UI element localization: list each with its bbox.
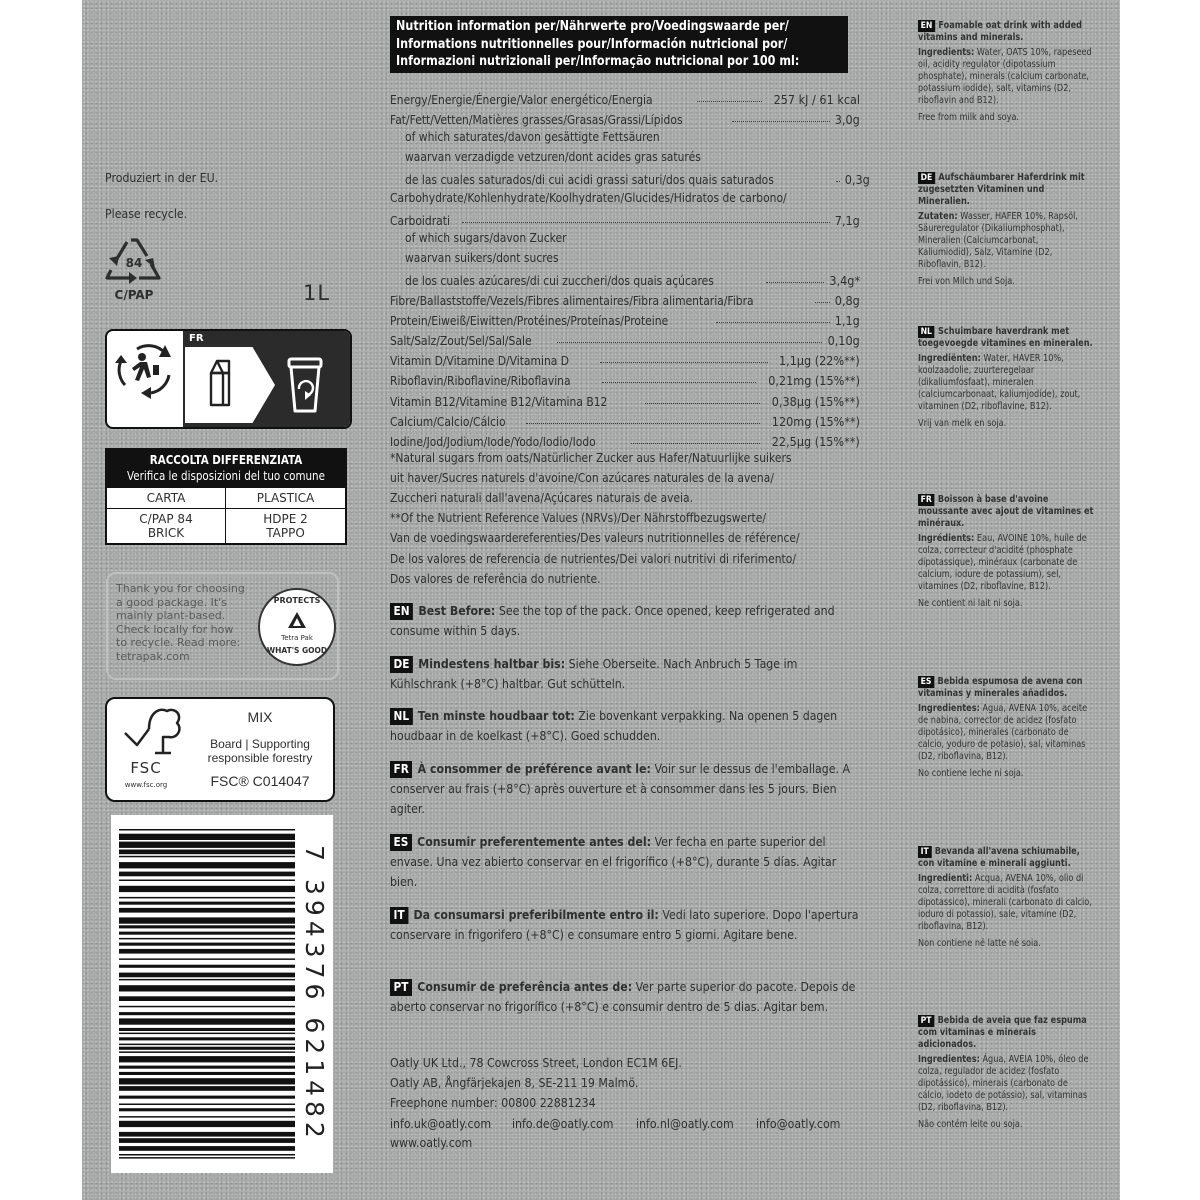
footnote-line: *Natural sugars from oats/Natürlicher Zucker aus Hafer/Natuurlijke suikers bbox=[390, 450, 792, 465]
barcode-bar bbox=[119, 886, 295, 892]
nutrition-row-value: 0,10g bbox=[827, 333, 860, 349]
triman-sorting-box bbox=[105, 329, 352, 429]
barcode-bar bbox=[119, 996, 295, 1001]
tetra-line: to recycle. Read more: bbox=[116, 636, 241, 649]
barcode-bar bbox=[119, 1033, 295, 1035]
barcode-bar bbox=[119, 1132, 295, 1137]
fsc-code: FSC® C014047 bbox=[210, 773, 310, 789]
ingredients-label: Ingredientes: bbox=[918, 1054, 980, 1065]
badge-top-text: PROTECTS bbox=[273, 596, 321, 605]
barcode-bar bbox=[119, 862, 295, 868]
nutrition-row bbox=[405, 268, 860, 288]
ingredients-label: Zutaten: bbox=[918, 211, 958, 222]
barcode-bar bbox=[119, 943, 295, 946]
language-tag: DE bbox=[390, 656, 413, 673]
nutrition-row-label: Protein/Eiweiß/Eiwitten/Protéines/Proteínas/Proteine bbox=[390, 313, 669, 329]
nutrition-row-label: Carboidrati bbox=[390, 212, 450, 228]
nutrition-row-label: Vitamin D/Vitamine D/Vitamina D bbox=[390, 353, 570, 369]
best-before-body: Zie bovenkant verpakking. Na openen 5 dagen houdbaar in de koelkast (+8°C). Goed schudden. bbox=[390, 708, 838, 743]
allergen-note: Vrij van melk en soja. bbox=[918, 418, 1007, 429]
ingredients-block bbox=[918, 1015, 1094, 1131]
leader-dots bbox=[645, 403, 760, 404]
barcode-bar bbox=[119, 1044, 295, 1046]
triman-country: FR bbox=[189, 333, 204, 344]
nutrition-row bbox=[390, 429, 860, 449]
nutrition-header-line: Informazioni nutrizionali per/Informação nutricional por 100 ml: bbox=[396, 54, 800, 69]
tetra-line: mainly plant-based. bbox=[116, 609, 226, 622]
ingredients-de bbox=[918, 172, 1098, 288]
barcode-digits: 7 394376 621482 bbox=[300, 845, 329, 1143]
ingredients-block bbox=[918, 172, 1094, 288]
language-tag: ES bbox=[918, 676, 934, 688]
nutrition-row bbox=[390, 308, 860, 328]
email-de: info.de@oatly.com bbox=[512, 1116, 614, 1131]
nutrition-row-value: 3,4g* bbox=[829, 272, 860, 288]
tetra-pak-badge bbox=[258, 588, 336, 666]
language-tag: EN bbox=[918, 20, 935, 32]
tetra-pak-logo-icon bbox=[286, 610, 308, 632]
best-before-text bbox=[390, 706, 861, 746]
nutrition-row bbox=[390, 288, 860, 308]
footnote-line: De los valores de referencia de nutrientes/Dei valori nutritivi di riferimento/ bbox=[390, 550, 796, 566]
best-before-text bbox=[390, 601, 861, 641]
nutrition-row-label: of which sugars/davon Zucker bbox=[405, 229, 567, 245]
barcode-bar bbox=[119, 1146, 295, 1151]
best-before-title: Da consumarsi preferibilmente entro il: bbox=[413, 907, 659, 922]
barcode-bar bbox=[119, 1028, 295, 1031]
nutrition-row-label: Iodine/Jod/Jodium/Iode/Yodo/Iodio/Iodo bbox=[390, 433, 596, 449]
barcode-bar bbox=[119, 1066, 295, 1069]
ingredients-heading bbox=[918, 20, 1094, 44]
leader-dots bbox=[557, 342, 823, 343]
ingredients-it bbox=[918, 846, 1098, 950]
barcode-bar bbox=[119, 908, 295, 913]
language-tag: FR bbox=[918, 494, 934, 506]
language-tag: IT bbox=[918, 846, 931, 858]
language-tag: ES bbox=[390, 834, 412, 851]
produced-in-eu: Produziert in der EU. bbox=[105, 170, 219, 185]
ingredients-en bbox=[918, 20, 1098, 124]
allergen-note: No contiene leche ni soja. bbox=[918, 768, 1024, 779]
leader-dots bbox=[697, 101, 762, 102]
raccolta-col-plastica: PLASTICA bbox=[226, 487, 345, 508]
best-before-it bbox=[390, 905, 860, 945]
barcode-bar bbox=[119, 872, 295, 877]
leader-dots bbox=[600, 362, 768, 363]
leader-dots bbox=[732, 121, 830, 122]
carton-icon bbox=[185, 347, 275, 423]
ingredients-heading bbox=[918, 494, 1094, 530]
address-se: Oatly AB, Ångfärjekajen 8, SE-211 19 Malmö. bbox=[390, 1075, 639, 1090]
best-before-title: Ten minste houdbaar tot: bbox=[417, 708, 575, 723]
best-before-text bbox=[390, 654, 861, 694]
nutrition-row-value: 120mg (15%**) bbox=[771, 413, 860, 429]
raccolta-carta-item: BRICK bbox=[147, 526, 185, 540]
barcode-bar bbox=[119, 949, 295, 954]
ingredients-es bbox=[918, 676, 1098, 780]
ingredients-heading bbox=[918, 846, 1094, 870]
raccolta-plastica-item: TAPPO bbox=[266, 526, 305, 540]
footnote-line: Zuccheri naturali dall'avena/Açúcares naturais de aveia. bbox=[390, 490, 694, 506]
nutrition-row-label: Vitamin B12/Vitamine B12/Vitamina B12 bbox=[390, 393, 608, 409]
barcode-bar bbox=[119, 1047, 295, 1050]
barcode-bar bbox=[119, 829, 295, 831]
nutrition-row-value: 1,1g bbox=[834, 313, 860, 329]
ingredients-nl bbox=[918, 326, 1098, 430]
best-before-title: Consumir preferentemente antes del: bbox=[417, 834, 652, 849]
allergen-note: Non contiene né latte né soia. bbox=[918, 938, 1041, 949]
barcode-bar bbox=[119, 1086, 295, 1091]
leader-dots bbox=[716, 322, 831, 323]
barcode-bar bbox=[119, 932, 295, 935]
product-description: Bevanda all'avena schiumabile, con vitamine e minerali aggiunti. bbox=[918, 846, 1080, 869]
barcode-bar bbox=[119, 1012, 295, 1015]
raccolta-title-line2: Verifica le disposizioni del tuo comune bbox=[127, 469, 325, 483]
language-tag: DE bbox=[918, 172, 935, 184]
ingredients-heading bbox=[918, 172, 1094, 208]
product-description: Aufschäumbarer Haferdrink mit zugesetzten Vitaminen und Mineralien. bbox=[918, 172, 1085, 207]
ingredients-text: Eau, AVOINE 10%, huile de colza, correcteur d'acidité (phosphate dipotassique), minéraux (carbonate de calcium, iodure de potassium), sel, vitamines (D2, riboflavine, B12). bbox=[918, 533, 1087, 592]
volume-label: 1L bbox=[303, 281, 331, 305]
nutrition-row-label: de las cuales saturados/di cui acidi grassi saturi/dos quais saturados bbox=[405, 172, 774, 188]
footnote-line: Dos valores de referência do nutriente. bbox=[390, 570, 601, 586]
ingredients-heading bbox=[918, 326, 1094, 350]
barcode-bar bbox=[119, 1104, 295, 1106]
language-tag: PT bbox=[918, 1015, 934, 1027]
raccolta-carta-code: C/PAP 84 bbox=[139, 512, 193, 526]
barcode-bar bbox=[119, 1121, 295, 1127]
barcode-bar bbox=[119, 958, 295, 960]
barcode-bar bbox=[119, 1096, 295, 1099]
nutrition-row bbox=[390, 409, 860, 429]
barcode-bar bbox=[119, 842, 295, 848]
product-description: Foamable oat drink with added vitamins and minerals. bbox=[918, 20, 1082, 43]
fsc-logo-text: FSC bbox=[130, 759, 162, 777]
best-before-nl bbox=[390, 706, 860, 746]
barcode-bar bbox=[119, 979, 295, 981]
ingredients-block bbox=[918, 494, 1094, 610]
ingredients-list bbox=[918, 353, 1094, 413]
tetra-line: Thank you for choosing bbox=[116, 582, 245, 595]
nutrition-row-value: 7,1g bbox=[834, 212, 860, 228]
best-before-text bbox=[390, 905, 861, 945]
best-before-title: À consommer de préférence avant le: bbox=[417, 761, 651, 776]
fsc-box bbox=[105, 697, 335, 802]
nutrition-header-line: Informations nutritionnelles pour/Información nutricional por/ bbox=[396, 36, 788, 52]
barcode-bar bbox=[119, 902, 295, 905]
nutrition-row-value: 0,21mg (15%**) bbox=[768, 373, 860, 389]
nutrition-row-value: 3,0g bbox=[834, 112, 860, 128]
address-uk: Oatly UK Ltd., 78 Cowcross Street, London EC1M 6EJ. bbox=[390, 1055, 682, 1070]
ingredients-text: Wasser, HAFER 10%, Rapsöl, Säureregulator (Dikaliumphosphat), Mineralien (Calciumcarbonat, Kaliumiodid), Salz, Vitamine (D2, Riboflavin, B12). bbox=[918, 211, 1079, 270]
leader-dots bbox=[836, 181, 840, 182]
nutrition-row bbox=[390, 348, 860, 368]
barcode-bar bbox=[119, 897, 295, 899]
nutrition-row bbox=[390, 389, 860, 409]
leader-dots bbox=[602, 382, 756, 383]
ingredients-fr bbox=[918, 494, 1098, 610]
barcode-bar bbox=[119, 1157, 295, 1159]
raccolta-title-line1: RACCOLTA DIFFERENZIATA bbox=[149, 453, 303, 467]
barcode-bar bbox=[119, 917, 295, 923]
ingredients-text: Water, OATS 10%, rapeseed oil, acidity regulator (dipotassium phosphate), minerals (calcium carbonate, potassium iodide), salt, vitamins (D2, riboflavin and B12). bbox=[918, 47, 1092, 106]
email-uk: info.uk@oatly.com bbox=[390, 1116, 492, 1131]
website: www.oatly.com bbox=[390, 1135, 473, 1150]
barcode-bar bbox=[119, 1116, 295, 1118]
nutrition-row-label: Fibre/Ballaststoffe/Vezels/Fibres alimentaires/Fibra alimentaria/Fibra bbox=[390, 293, 754, 308]
barcode-bar bbox=[119, 973, 295, 978]
tetra-pak-box bbox=[106, 572, 339, 680]
barcode-bar bbox=[119, 1108, 295, 1111]
nutrition-row bbox=[390, 208, 860, 228]
freephone: Freephone number: 00800 22881234 bbox=[390, 1095, 596, 1110]
best-before-pt bbox=[390, 977, 860, 1017]
barcode-bar bbox=[119, 1078, 295, 1084]
tetra-line: tetrapak.com bbox=[116, 649, 190, 663]
info-tri-panel bbox=[183, 331, 350, 427]
allergen-note: Ne contient ni lait ni soja. bbox=[918, 598, 1023, 609]
barcode-digits-wrap bbox=[297, 815, 329, 1173]
nutrition-row-label: Calcium/Calcio/Cálcio bbox=[390, 413, 506, 429]
nutrition-header bbox=[390, 16, 848, 73]
language-tag: FR bbox=[390, 761, 412, 778]
raccolta-carta-value bbox=[107, 508, 226, 543]
product-description: Schuimbare haverdrank met toegevoegde vitamines en mineralen. bbox=[918, 326, 1093, 349]
raccolta-differenziata-table bbox=[105, 448, 347, 545]
ingredients-text: Water, HAVER 10%, koolzaadolie, zuurteregelaar (dikaliumfosfaat), mineralen (calciumcarbonaat, kaliumjodide), zout, vitaminen (D2, riboflavine, B12). bbox=[918, 353, 1081, 412]
barcode bbox=[111, 815, 333, 1173]
ingredients-label: Ingredients: bbox=[918, 47, 975, 58]
email-general: info@oatly.com bbox=[756, 1116, 841, 1131]
best-before-body: Ver parte superior do pacote. Depois de aberto conservar no frigorífico (+8°C) e consumir dentro de 5 dias. Agitar bem. bbox=[390, 979, 856, 1014]
ingredients-label: Ingrédients: bbox=[918, 533, 975, 544]
product-description: Bebida espumosa de avena con vitaminas y minerales añadidos. bbox=[918, 676, 1083, 699]
ingredients-list bbox=[918, 533, 1094, 593]
ingredients-block bbox=[918, 20, 1094, 124]
barcode-bar bbox=[119, 880, 295, 882]
nutrition-row bbox=[390, 368, 860, 388]
nutrition-row-value: 0,8g bbox=[834, 293, 860, 308]
ingredients-label: Ingredienti: bbox=[918, 873, 973, 884]
nutrition-row bbox=[390, 328, 860, 348]
recycle-label: C/PAP bbox=[114, 288, 154, 302]
nutrition-row-label: Carbohydrate/Kohlenhydrate/Koolhydraten/Glucides/Hidratos de carbono/ bbox=[390, 189, 787, 205]
barcode-bar bbox=[119, 1072, 295, 1075]
fsc-tree-check-icon bbox=[119, 703, 185, 757]
ingredients-list bbox=[918, 703, 1094, 763]
barcode-bar bbox=[119, 1154, 295, 1156]
product-description: Bebida de aveia que faz espuma com vitaminas e minerais adicionados. bbox=[918, 1015, 1087, 1050]
badge-bottom-text: WHAT'S GOOD bbox=[266, 646, 328, 655]
allergen-note: Não contém leite ou soja. bbox=[918, 1119, 1023, 1130]
ingredients-block bbox=[918, 326, 1094, 430]
barcode-bar bbox=[119, 965, 295, 968]
best-before-body: Vedi lato superiore. Dopo l'apertura conservare in frigorifero (+8°C) e consumare entro 5 giorni. Agitare bene. bbox=[390, 907, 859, 942]
tetra-line: a good package. It's bbox=[116, 595, 227, 609]
language-tag: NL bbox=[390, 708, 413, 725]
nutrition-row bbox=[405, 167, 870, 188]
triman-icon bbox=[107, 331, 187, 427]
nutrition-row-label: of which saturates/davon gesättigte Fettsäuren bbox=[405, 129, 660, 145]
leader-dots bbox=[766, 282, 824, 283]
fsc-line1: Board | Supporting bbox=[210, 737, 310, 751]
language-tag: EN bbox=[390, 603, 413, 620]
best-before-text bbox=[390, 759, 861, 819]
raccolta-col-carta: CARTA bbox=[107, 487, 226, 508]
barcode-bar bbox=[119, 850, 295, 855]
fsc-description bbox=[187, 737, 333, 765]
ingredients-label: Ingrediënten: bbox=[918, 353, 981, 364]
recycling-bin-icon bbox=[277, 353, 333, 415]
nutrition-row-label: Salt/Salz/Zout/Sel/Sal/Sale bbox=[390, 333, 532, 349]
best-before-body: Siehe Oberseite. Nach Anbruch 5 Tage im Kühlschrank (+8°C) haltbar. Gut schütteln. bbox=[390, 656, 798, 691]
nutrition-row-value: 0,38µg (15%**) bbox=[772, 393, 860, 409]
nutrition-row-label: de los cuales azúcares/di cui zuccheri/dos quais açúcares bbox=[405, 272, 714, 288]
barcode-bar bbox=[119, 1006, 295, 1008]
email-nl: info.nl@oatly.com bbox=[636, 1116, 734, 1131]
please-recycle: Please recycle. bbox=[105, 206, 188, 221]
best-before-title: Best Before: bbox=[418, 603, 496, 618]
nutrition-row bbox=[390, 107, 860, 127]
raccolta-plastica-code: HDPE 2 bbox=[263, 512, 308, 526]
product-description: Boisson à base d'avoine moussante avec ajout de vitamines et minéraux. bbox=[918, 494, 1094, 529]
ingredients-list bbox=[918, 47, 1094, 107]
raccolta-title bbox=[107, 450, 345, 487]
recycle-symbol bbox=[103, 234, 163, 306]
nutrition-row-label: Riboflavin/Riboflavine/Riboflavina bbox=[390, 373, 571, 389]
allergen-note: Frei von Milch und Soja. bbox=[918, 276, 1015, 287]
leader-dots bbox=[815, 302, 830, 303]
best-before-body: Voir sur le dessus de l'emballage. A conserver au frais (+8°C) après ouverture et à consommer dans les 5 jours. Bien agiter. bbox=[390, 761, 851, 816]
footnote-line: Van de voedingswaardereferenties/Des valeurs nutritionnelles de référence/ bbox=[390, 530, 800, 546]
ingredients-text: Acqua, AVENA 10%, olio di colza, correttore di acidità (fosfato dipotassico), minerali (carbonato di calcio, ioduro di potassio), sale, vitamine (D2, riboflavina, B12). bbox=[918, 873, 1092, 932]
best-before-text bbox=[390, 977, 861, 1017]
info-tri-arrow bbox=[185, 347, 275, 423]
barcode-bar bbox=[119, 834, 295, 840]
fsc-url: www.fsc.org bbox=[124, 781, 168, 789]
best-before-fr bbox=[390, 759, 860, 819]
nutrition-row-label: waarvan verzadigde vetzuren/dont acides gras saturés bbox=[405, 149, 701, 165]
barcode-bar bbox=[119, 1056, 295, 1062]
best-before-title: Consumir de preferência antes de: bbox=[417, 979, 633, 994]
ingredients-list bbox=[918, 873, 1094, 933]
fsc-mix: MIX bbox=[247, 709, 273, 725]
barcode-bar bbox=[119, 1037, 295, 1040]
best-before-en bbox=[390, 601, 860, 641]
ingredients-block bbox=[918, 676, 1094, 780]
tetra-line: Check locally for how bbox=[116, 622, 234, 636]
barcode-bar bbox=[119, 985, 295, 991]
best-before-body: See the top of the pack. Once opened, keep refrigerated and consume within 5 days. bbox=[390, 603, 835, 638]
nutrition-row bbox=[390, 87, 860, 107]
fsc-line2: responsible forestry bbox=[207, 751, 313, 765]
nutrition-row-label: Fat/Fett/Vetten/Matières grasses/Grasas/Grassi/Lípidos bbox=[390, 112, 683, 128]
language-tag: NL bbox=[918, 326, 935, 338]
nutrition-row-value: 257 kJ / 61 kcal bbox=[773, 92, 860, 107]
best-before-body: Ver fecha en parte superior del envase. Una vez abierto conservar en el frigorífico (+8°C), durante 5 días. Agitar bien. bbox=[390, 834, 837, 889]
leader-dots bbox=[462, 222, 830, 223]
barcode-bar bbox=[119, 925, 295, 928]
ingredients-label: Ingredientes: bbox=[918, 703, 980, 714]
ingredients-pt bbox=[918, 1015, 1098, 1131]
nutrition-row-value: 1,1µg (22%**) bbox=[779, 353, 860, 369]
best-before-de bbox=[390, 654, 860, 694]
best-before-text bbox=[390, 832, 861, 892]
ingredients-block bbox=[918, 846, 1094, 950]
footnote-line: **Of the Nutrient Reference Values (NRVs)/Der Nährstoffbezugswerte/ bbox=[390, 510, 766, 526]
nutrition-row-value: 22,5µg (15%**) bbox=[772, 433, 860, 449]
barcode-bar bbox=[119, 1018, 295, 1024]
ingredients-list bbox=[918, 1054, 1094, 1114]
nutrition-row-label: Energy/Energie/Énergie/Valor energético/Energia bbox=[390, 92, 653, 107]
barcode-bar bbox=[119, 938, 295, 940]
barcode-bar bbox=[119, 856, 295, 858]
ingredients-text: Água, AVEIA 10%, óleo de colza, regulador de acidez (fosfato dipotássico), minerais (carbonato de cálcio, iodeto de potássio), sal, vitaminas (D2, riboflavina, B12). bbox=[918, 1054, 1089, 1113]
footnote-line: uit haver/Sucres naturels d'avoine/Con azúcares naturales de la avena/ bbox=[390, 470, 774, 486]
ingredients-text: Agua, AVENA 10%, aceite de nabina, corrector de acidez (fosfato dipotásico), minerales (carbonato de calcio, yoduro de potasio), sal, vitaminas (D2, riboflavina, B12). bbox=[918, 703, 1088, 762]
nutrition-row-label: waarvan suikers/dont sucres bbox=[405, 249, 559, 265]
language-tag: PT bbox=[390, 979, 412, 996]
nutrition-row-value: 0,3g bbox=[844, 172, 870, 188]
best-before-title: Mindestens haltbar bis: bbox=[418, 656, 566, 671]
ingredients-heading bbox=[918, 1015, 1094, 1051]
best-before-es bbox=[390, 832, 860, 892]
ingredients-list bbox=[918, 211, 1094, 271]
ingredients-heading bbox=[918, 676, 1094, 700]
leader-dots bbox=[526, 423, 760, 424]
allergen-note: Free from milk and soya. bbox=[918, 112, 1020, 123]
recycle-code: 84 bbox=[125, 256, 143, 270]
tetra-pak-message bbox=[116, 582, 245, 663]
badge-mid-text: Tetra Pak bbox=[281, 634, 313, 642]
barcode-bar bbox=[119, 1051, 295, 1053]
leader-dots bbox=[631, 443, 760, 444]
nutrition-header-line: Nutrition information per/Nährwerte pro/Voedingswaarde per/ bbox=[396, 19, 789, 34]
raccolta-plastica-value bbox=[226, 508, 345, 543]
barcode-bar bbox=[119, 1138, 295, 1143]
language-tag: IT bbox=[390, 907, 408, 924]
